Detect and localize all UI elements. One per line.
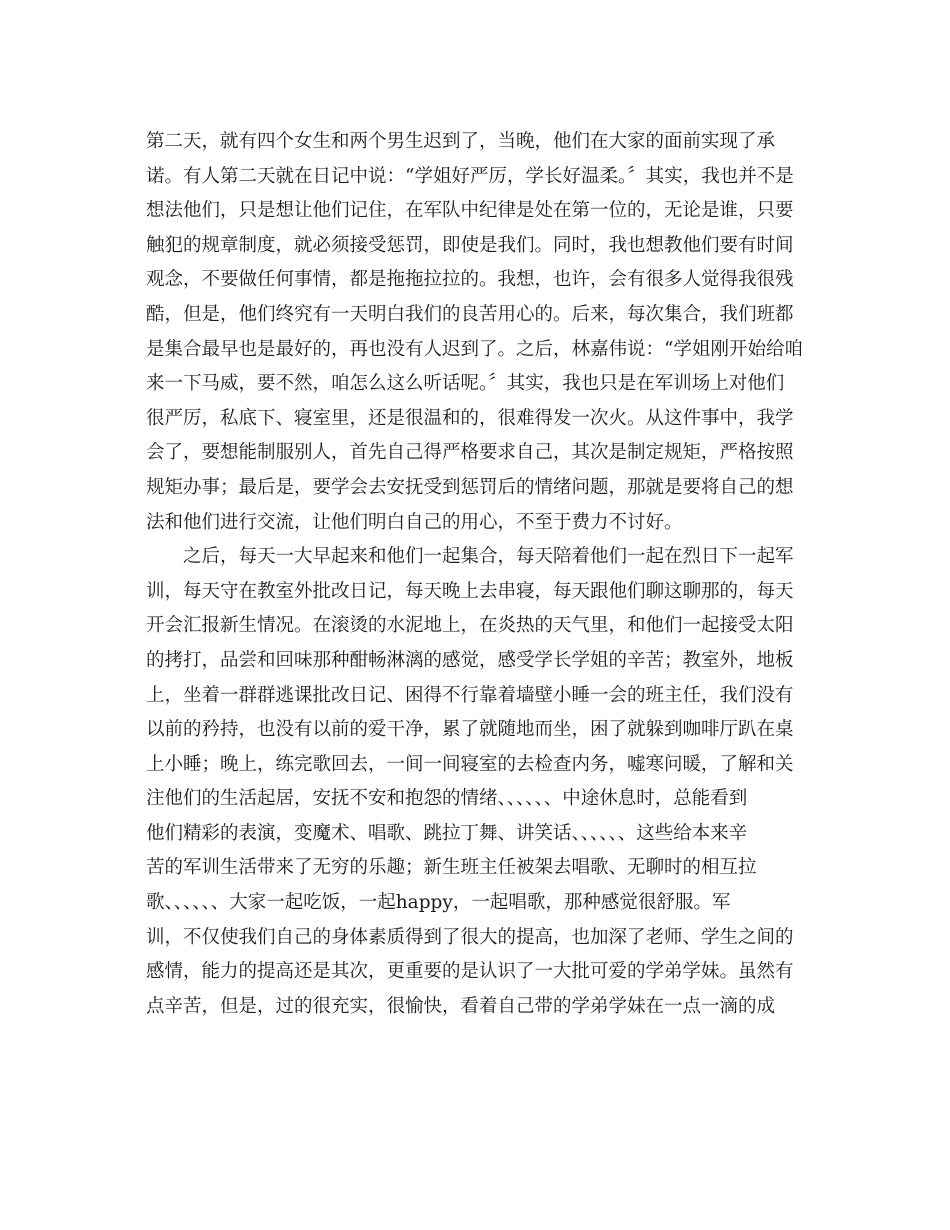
text-line: 法和他们进行交流，让他们明白自己的用心，不至于费力不讨好。 [146, 511, 683, 533]
text-line: 的拷打，品尝和回味那种酣畅淋漓的感觉，感受学长学姐的辛苦；教室外，地板 [146, 649, 794, 671]
text-line: 之后，每天一大早起来和他们一起集合，每天陪着他们一起在烈日下一起军 [183, 546, 794, 568]
text-line: 触犯的规章制度，就必须接受惩罚，即使是我们。同时，我也想教他们要有时间 [146, 234, 794, 256]
body-text [146, 125, 826, 1024]
text-line: 诺。有人第二天就在日记中说：“学姐好严厉，学长好温柔。〞其实，我也并不是 [146, 165, 794, 187]
text-line: 想法他们，只是想让他们记住，在军队中纪律是处在第一位的，无论是谁，只要 [146, 200, 794, 222]
text-line: 来一下马威，要不然，咱怎么这么听话呢。〞其实，我也只是在军训场上对他们 [146, 373, 785, 395]
text-line: 观念，不要做任何事情，都是拖拖拉拉的。我想，也许，会有很多人觉得我很残 [146, 269, 794, 291]
text-line: 点辛苦，但是，过的很充实，很愉快，看着自己带的学弟学妹在一点一滴的成 [146, 995, 776, 1017]
text-line: 训，每天守在教室外批改日记，每天晚上去串寝，每天跟他们聊这聊那的，每天 [146, 580, 794, 602]
text-line: 第二天，就有四个女生和两个男生迟到了，当晚，他们在大家的面前实现了承 [146, 131, 776, 152]
paragraph [146, 540, 826, 1024]
text-line: 酷，但是，他们终究有一天明白我们的良苦用心的。后来，每次集合，我们班都 [146, 303, 794, 325]
text-line: 他们精彩的表演，变魔术、唱歌、跳拉丁舞、讲笑话、、、、、、这些给本来辛 [146, 822, 748, 844]
text-line: 很严厉，私底下、寝室里，还是很温和的，很难得发一次火。从这件事中，我学 [146, 407, 794, 429]
text-line: 是集合最早也是最好的，再也没有人迟到了。之后，林嘉伟说：“学姐刚开始给咱 [146, 338, 803, 360]
text-line: 以前的矜持，也没有以前的爱干净，累了就随地而坐，困了就躲到咖啡厅趴在桌 [146, 719, 794, 741]
text-line: 开会汇报新生情况。在滚烫的水泥地上，在炎热的天气里，和他们一起接受太阳 [146, 615, 794, 637]
text-line: 会了，要想能制服别人，首先自己得严格要求自己，其次是制定规矩，严格按照 [146, 442, 794, 464]
text-line: 苦的军训生活带来了无穷的乐趣；新生班主任被架去唱歌、无聊时的相互拉 [146, 857, 757, 879]
paragraph [146, 125, 826, 540]
text-line: 上小睡；晚上，练完歌回去，一间一间寝室的去检查内务，嘘寒问暖，了解和关 [146, 753, 794, 775]
text-line: 注他们的生活起居，安抚不安和抱怨的情绪、、、、、、中途休息时，总能看到 [146, 788, 748, 810]
text-line: 感情，能力的提高还是其次，更重要的是认识了一大批可爱的学弟学妹。虽然有 [146, 961, 794, 983]
text-line: 歌、、、、、、大家一起吃饭，一起happy，一起唱歌，那种感觉很舒服。军 [146, 892, 731, 914]
text-line: 上，坐着一群群逃课批改日记、困得不行靠着墙壁小睡一会的班主任，我们没有 [146, 684, 794, 706]
text-line: 规矩办事；最后是，要学会去安抚受到惩罚后的情绪问题，那就是要将自己的想 [146, 476, 794, 498]
text-line: 训，不仅使我们自己的身体素质得到了很大的提高，也加深了老师、学生之间的 [146, 926, 794, 948]
